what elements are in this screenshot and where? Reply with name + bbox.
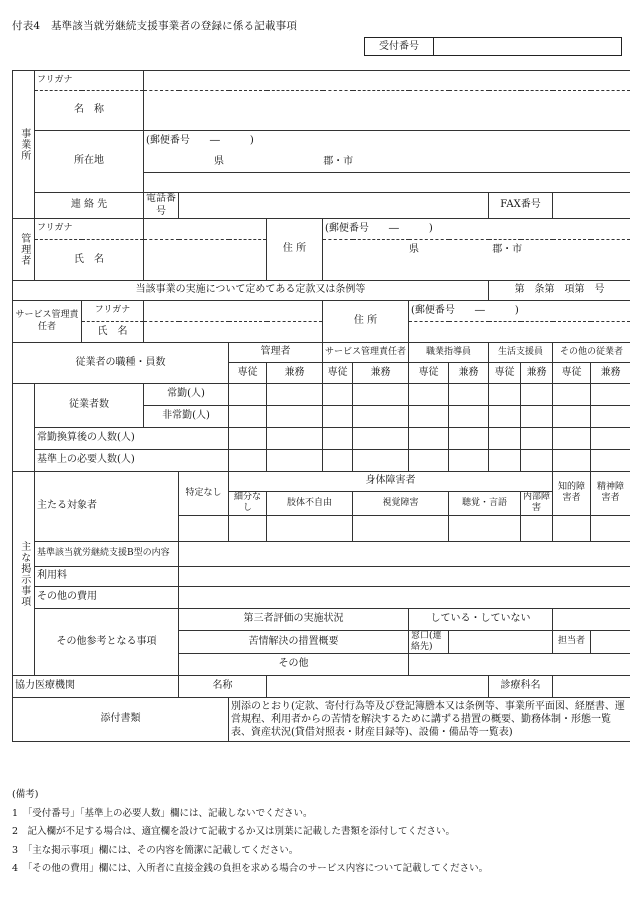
target-check-cell[interactable]: [553, 515, 591, 541]
target-physical-limb: 肢体不自由: [267, 492, 353, 516]
manager-region-row[interactable]: [323, 240, 630, 261]
staff-count-cell[interactable]: [409, 406, 449, 428]
office-name-field[interactable]: [144, 91, 630, 131]
staff-count-cell[interactable]: [449, 384, 489, 406]
receipt-number-field[interactable]: [434, 38, 621, 55]
staff-count-cell[interactable]: [489, 406, 521, 428]
service-content-field[interactable]: [179, 541, 630, 566]
staff-count-cell[interactable]: [323, 384, 353, 406]
service-manager-furigana-label: フリガナ: [82, 301, 144, 322]
staff-nonregular-label: 非常勤(人): [144, 406, 229, 428]
fee-field[interactable]: [179, 566, 630, 586]
target-check-cell[interactable]: [353, 515, 449, 541]
articles-label: 当該事業の実施について定めてある定款又は条例等: [13, 281, 489, 301]
staff-role-manager: 管理者: [229, 343, 323, 363]
notes-section: [12, 786, 488, 879]
other-field[interactable]: [409, 654, 630, 676]
attachments-text: 別添のとおり(定款、寄付行為等及び登記簿謄本又は条例等、事業所平面図、経歴書、運営規程、利用者からの苦情を解決するために講ずる措置の概要、勤務体制・形態一覧表、資産状況(貸借対照表・財産目録等)、設備・備品等一覧表): [229, 698, 630, 742]
target-physical-none: 細分なし: [229, 492, 267, 516]
fulltime-header: 専従: [229, 363, 267, 384]
manager-pref-label: 県: [409, 244, 419, 255]
third-party-label: 第三者評価の実施状況: [179, 608, 409, 630]
staff-count-cell[interactable]: [553, 406, 591, 428]
target-check-cell[interactable]: [267, 515, 353, 541]
staff-required-cell[interactable]: [553, 450, 591, 472]
staff-count-cell[interactable]: [267, 384, 323, 406]
staff-fte-cell[interactable]: [353, 428, 409, 450]
note-item-2: 2 記入欄が不足する場合は、適宜欄を設けて記載するか又は別葉に記載した書類を添付してください。: [12, 826, 456, 838]
staff-count-cell[interactable]: [229, 384, 267, 406]
manager-name-label: 氏 名: [35, 240, 144, 281]
staff-role-other: その他の従業者: [553, 343, 630, 363]
fulltime-header: 専従: [489, 363, 521, 384]
office-postal[interactable]: (郵便番号 ― ): [144, 131, 630, 152]
service-manager-address-field[interactable]: [409, 322, 630, 343]
staff-count-cell[interactable]: [449, 406, 489, 428]
staff-required-cell[interactable]: [229, 450, 267, 472]
fulltime-header: 専従: [323, 363, 353, 384]
manager-name-field[interactable]: [144, 240, 267, 281]
receipt-number-box: [364, 37, 622, 56]
office-address-line[interactable]: [144, 173, 630, 193]
staff-required-cell[interactable]: [449, 450, 489, 472]
manager-furigana-field[interactable]: [144, 219, 267, 240]
office-phone-field[interactable]: [179, 193, 489, 219]
staff-count-cell[interactable]: [229, 406, 267, 428]
medical-dept-label: 診療科名: [489, 676, 553, 698]
target-label: 主たる対象者: [35, 472, 179, 542]
staff-required-label: 基準上の必要人数(人): [35, 450, 229, 472]
target-physical-hearing: 聴覚・言語: [449, 492, 521, 516]
fulltime-header: 専従: [553, 363, 591, 384]
fee-label: 利用料: [35, 566, 179, 586]
manager-furigana-label: フリガナ: [35, 219, 144, 240]
staff-count-cell[interactable]: [591, 384, 630, 406]
target-physical-label: 身体障害者: [229, 472, 553, 492]
target-physical-visual: 視覚障害: [353, 492, 449, 516]
staff-count-cell[interactable]: [489, 384, 521, 406]
staff-fte-cell[interactable]: [229, 428, 267, 450]
staff-header: 従業者の職種・員数: [13, 343, 229, 384]
parttime-header: 兼務: [449, 363, 489, 384]
staff-required-cell[interactable]: [323, 450, 353, 472]
target-check-cell[interactable]: [179, 515, 229, 541]
office-furigana-field[interactable]: [144, 71, 630, 91]
parttime-header: 兼務: [353, 363, 409, 384]
office-region-row[interactable]: [144, 152, 630, 173]
staff-count-cell[interactable]: [267, 406, 323, 428]
other-fee-field[interactable]: [179, 586, 630, 608]
note-item-3: 3 「主な掲示事項」欄には、その内容を簡潔に記載してください。: [12, 844, 299, 856]
articles-value[interactable]: 第 条第 項第 号: [489, 281, 630, 301]
target-physical-internal: 内部障害: [521, 492, 553, 516]
complaint-person-label: 担当者: [553, 630, 591, 654]
staff-count-cell[interactable]: [553, 384, 591, 406]
other-fee-label: その他の費用: [35, 586, 179, 608]
staff-count-cell[interactable]: [323, 406, 353, 428]
staff-fte-cell[interactable]: [489, 428, 521, 450]
complaint-window-field[interactable]: [449, 630, 553, 654]
target-check-cell[interactable]: [229, 515, 267, 541]
target-mental-label: 精神障害者: [591, 472, 630, 516]
office-fax-label: FAX番号: [489, 193, 553, 219]
target-intellectual-label: 知的障害者: [553, 472, 591, 516]
staff-count-cell[interactable]: [353, 384, 409, 406]
manager-address-label: 住 所: [267, 219, 323, 281]
third-party-extra[interactable]: [553, 608, 630, 630]
staff-count-cell[interactable]: [521, 384, 553, 406]
staff-fte-cell[interactable]: [553, 428, 591, 450]
target-check-cell[interactable]: [449, 515, 521, 541]
staff-required-cell[interactable]: [267, 450, 323, 472]
service-content-label: 基準該当就労継続支援B型の内容: [35, 541, 179, 566]
service-manager-section-label: サービス管理責任者: [13, 301, 82, 343]
staff-count-label: 従業者数: [35, 384, 144, 428]
staff-required-cell[interactable]: [353, 450, 409, 472]
note-item-4: 4 「その他の費用」欄には、入所者に直接金銭の負担を求める場合のサービス内容について記載してください。: [12, 863, 489, 875]
notes-header: (備考): [12, 789, 39, 800]
form-title: 付表4 基準該当就労継続支援事業者の登録に係る記載事項: [12, 20, 298, 32]
staff-required-cell[interactable]: [591, 450, 630, 472]
office-contact-label: 連 絡 先: [35, 193, 144, 219]
service-manager-name-label: 氏 名: [82, 322, 144, 343]
service-manager-postal[interactable]: (郵便番号 ― ): [409, 301, 630, 322]
staff-fte-cell[interactable]: [449, 428, 489, 450]
manager-city-label: 郡・市: [492, 244, 523, 255]
staff-fte-cell[interactable]: [267, 428, 323, 450]
receipt-number-label: 受付番号: [365, 38, 434, 55]
target-check-cell[interactable]: [591, 515, 630, 541]
staff-required-cell[interactable]: [409, 450, 449, 472]
target-check-cell[interactable]: [521, 515, 553, 541]
staff-count-cell[interactable]: [409, 384, 449, 406]
staff-fte-cell[interactable]: [409, 428, 449, 450]
medical-name-label: 名称: [179, 676, 267, 698]
other-ref-label: その他参考となる事項: [35, 608, 179, 676]
office-section-label: 事業所: [13, 71, 35, 219]
fulltime-header: 専従: [409, 363, 449, 384]
office-city-label: 郡・市: [323, 155, 354, 167]
office-name-label: 名 称: [35, 91, 144, 131]
other-label: その他: [179, 654, 409, 676]
registration-form-table: [12, 70, 630, 742]
office-phone-label: 電話番号: [144, 193, 179, 219]
staff-fte-cell[interactable]: [591, 428, 630, 450]
staff-regular-label: 常勤(人): [144, 384, 229, 406]
staff-count-cell[interactable]: [521, 406, 553, 428]
complaint-label: 苦情解決の措置概要: [179, 630, 409, 654]
staff-fte-label: 常勤換算後の人数(人): [35, 428, 229, 450]
service-manager-address-label: 住 所: [323, 301, 409, 343]
main-section-label: 主な掲示事項: [13, 472, 35, 676]
manager-postal[interactable]: (郵便番号 ― ): [323, 219, 630, 240]
staff-required-cell[interactable]: [489, 450, 521, 472]
staff-role-service-manager: サービス管理責任者: [323, 343, 409, 363]
complaint-window-label: 窓口(連絡先): [409, 630, 449, 654]
manager-section-label: 管理者: [13, 219, 35, 281]
parttime-header: 兼務: [267, 363, 323, 384]
office-fax-field[interactable]: [553, 193, 630, 219]
service-manager-furigana-field[interactable]: [144, 301, 323, 322]
staff-fte-cell[interactable]: [323, 428, 353, 450]
medical-name-field[interactable]: [267, 676, 489, 698]
note-item-1: 1 「受付番号」「基準上の必要人数」欄には、記載しないでください。: [12, 807, 313, 819]
parttime-header: 兼務: [591, 363, 630, 384]
manager-address-line[interactable]: [323, 261, 630, 281]
staff-role-life-support: 生活支援員: [489, 343, 553, 363]
staff-count-cell[interactable]: [353, 406, 409, 428]
target-specific-label: 特定なし: [179, 472, 229, 516]
medical-label: 協力医療機関: [13, 676, 179, 698]
third-party-value[interactable]: している・していない: [409, 608, 553, 630]
attachments-label: 添付書類: [13, 698, 229, 742]
office-address-label: 所在地: [35, 131, 144, 193]
parttime-header: 兼務: [521, 363, 553, 384]
service-manager-name-field[interactable]: [144, 322, 323, 343]
office-furigana-label: フリガナ: [35, 71, 144, 91]
staff-count-cell[interactable]: [591, 406, 630, 428]
staff-required-cell[interactable]: [521, 450, 553, 472]
office-pref-label: 県: [214, 155, 224, 167]
staff-role-vocational: 職業指導員: [409, 343, 489, 363]
complaint-person-field[interactable]: [591, 630, 630, 654]
medical-dept-field[interactable]: [553, 676, 630, 698]
staff-fte-cell[interactable]: [521, 428, 553, 450]
